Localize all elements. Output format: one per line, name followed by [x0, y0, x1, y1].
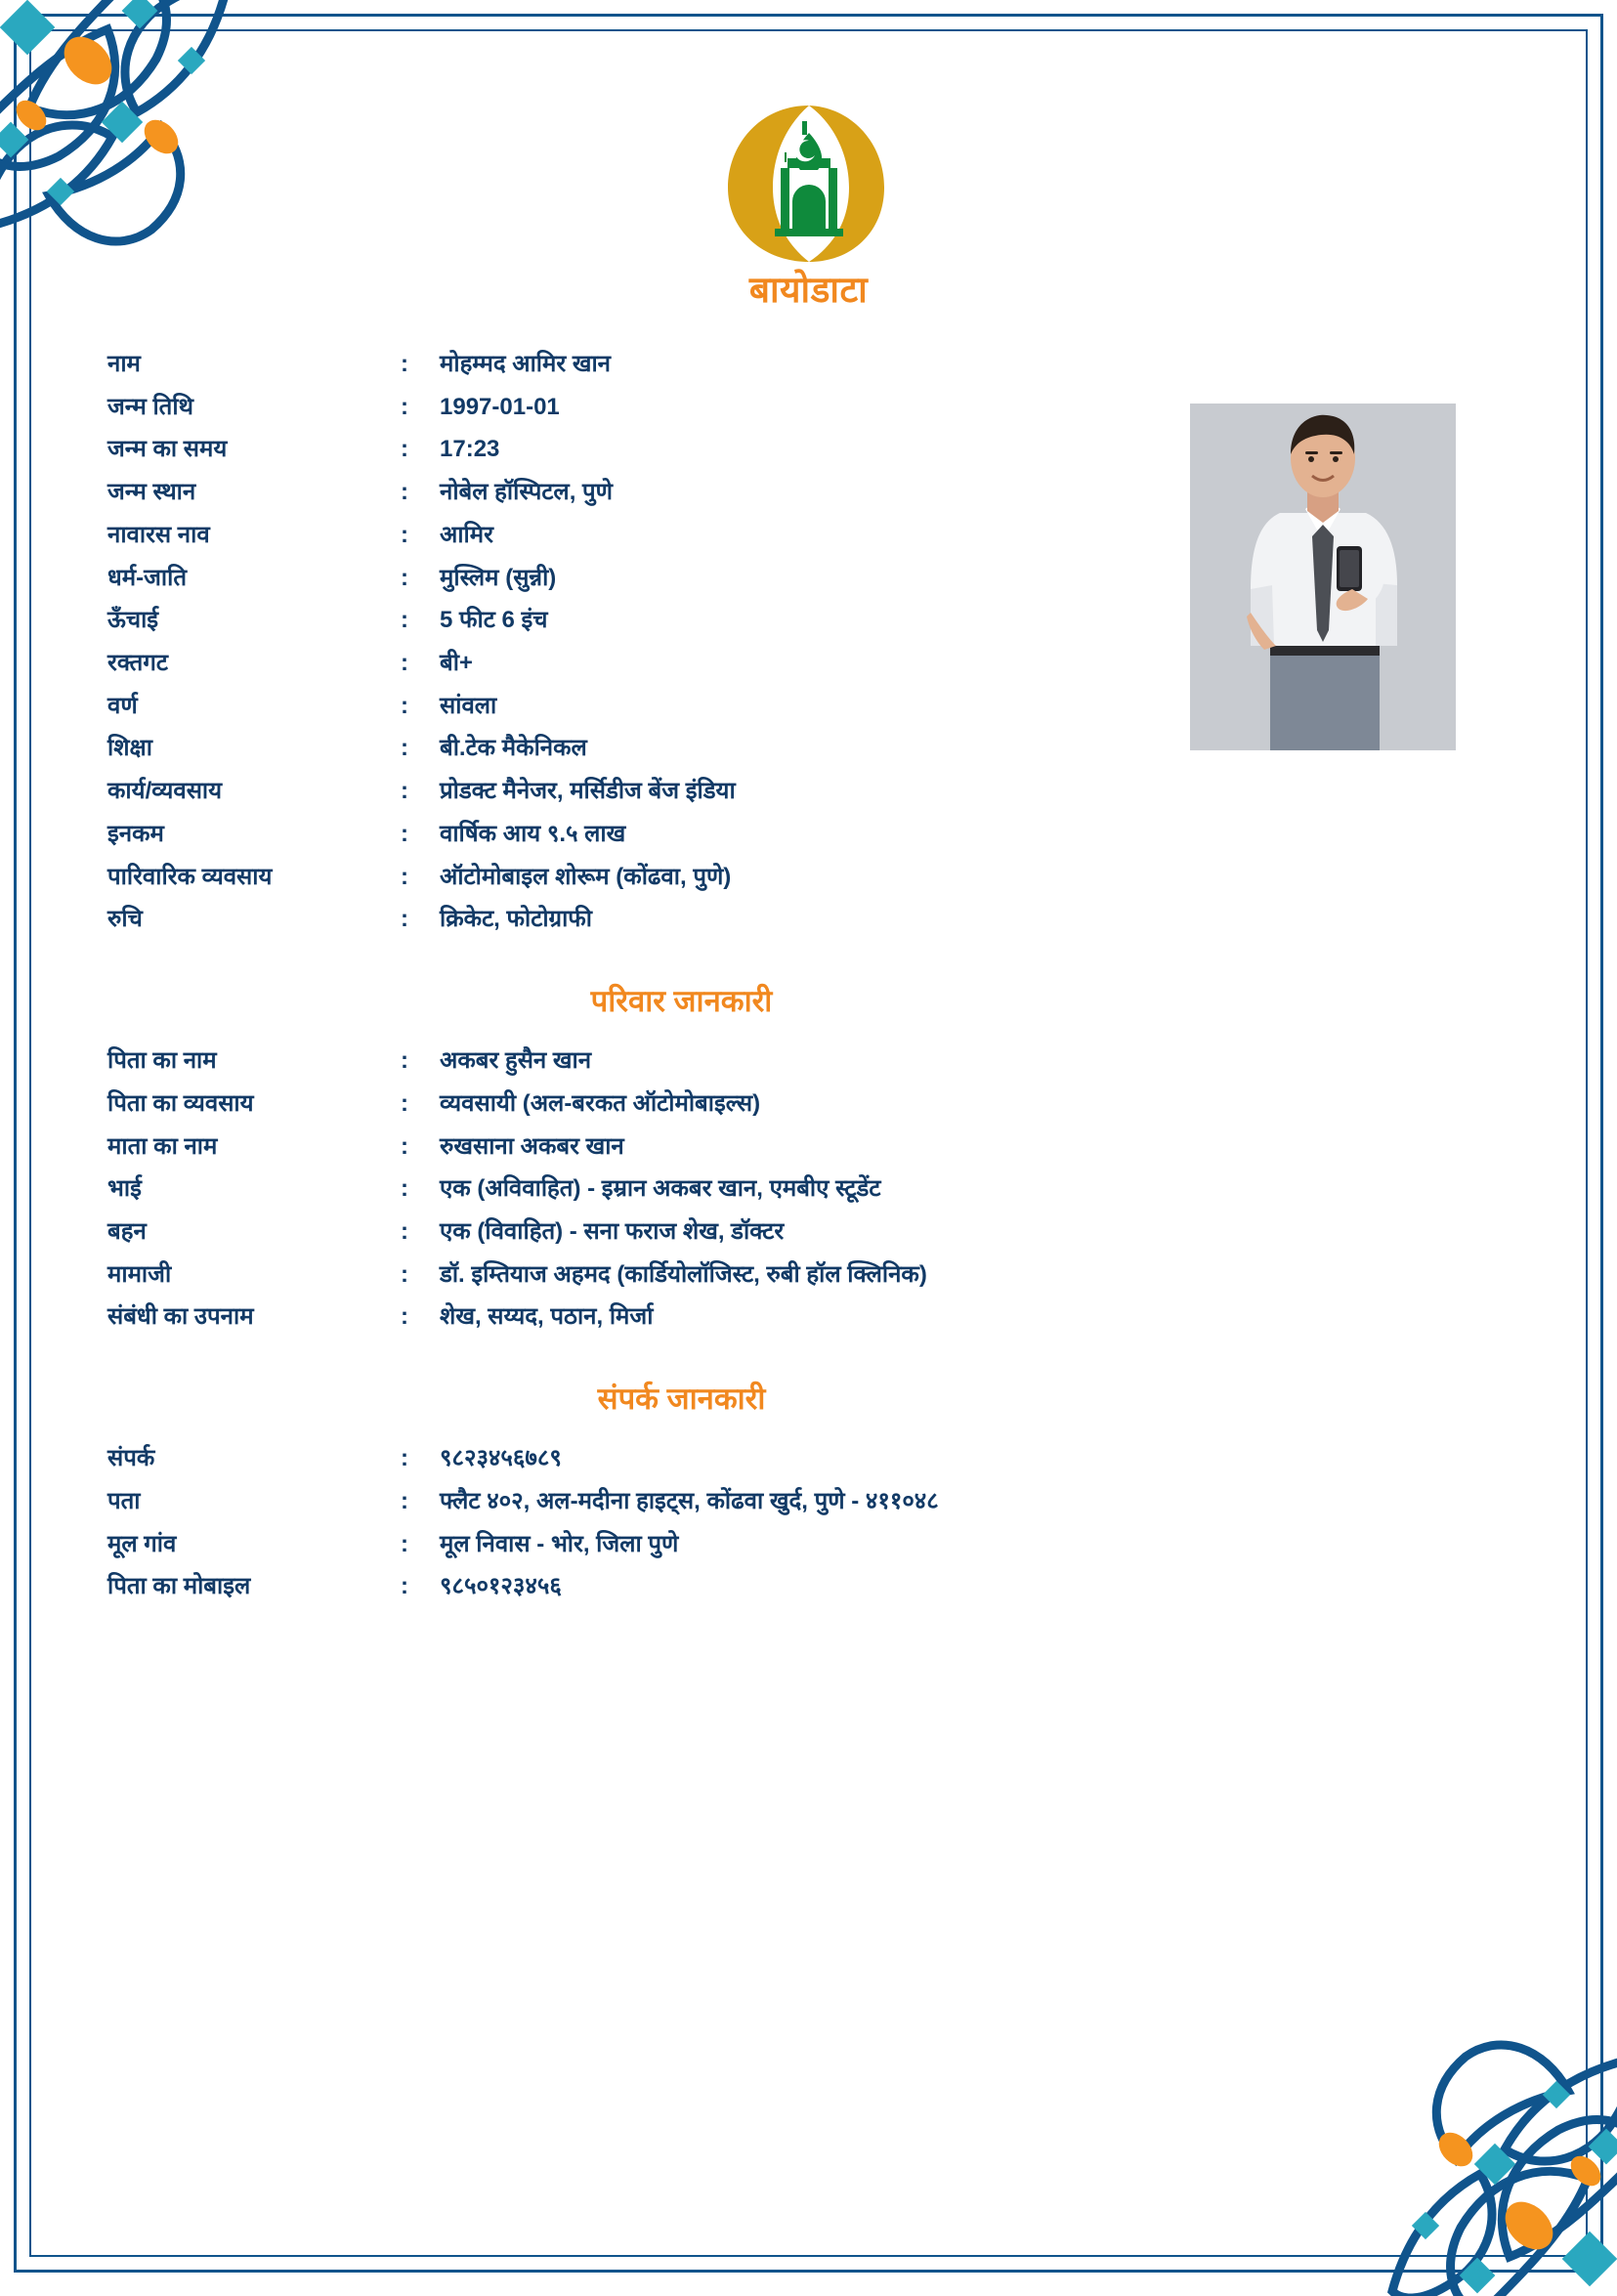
- row-value: सांवला: [440, 692, 497, 719]
- row-value: रुखसाना अकबर खान: [440, 1132, 624, 1160]
- contact-section: [107, 1378, 1510, 1602]
- row-value: 5 फीट 6 इंच: [440, 607, 548, 634]
- row-label: इनकम: [107, 820, 164, 847]
- contact-section-heading: संपर्क जानकारी: [597, 1382, 766, 1417]
- row-value: एक (अविवाहित) - इम्रान अकबर खान, एमबीए स्टूडेंट: [440, 1175, 881, 1203]
- row-separator: :: [401, 778, 408, 805]
- row-value: मुस्लिम (सुन्नी): [440, 564, 557, 591]
- row-label: जन्म तिथि: [107, 393, 193, 420]
- row-separator: :: [401, 863, 408, 890]
- row-separator: :: [401, 1217, 408, 1245]
- table-row: [107, 1046, 1280, 1077]
- row-value: 1997-01-01: [440, 393, 560, 420]
- row-label: पारिवारिक व्यवसाय: [107, 863, 273, 890]
- row-separator: :: [401, 735, 408, 762]
- row-separator: :: [401, 351, 408, 377]
- row-label: मामाजी: [107, 1260, 172, 1288]
- row-value: प्रोडक्ट मैनेजर, मर्सिडीज बेंज इंडिया: [440, 778, 736, 805]
- table-row: [107, 1572, 1280, 1602]
- row-value: आमिर: [440, 521, 493, 548]
- row-value: ऑटोमोबाइल शोरूम (कोंढवा, पुणे): [440, 863, 732, 890]
- row-label: माता का नाम: [107, 1132, 218, 1160]
- row-separator: :: [401, 1132, 408, 1160]
- row-label: मूल गांव: [107, 1530, 177, 1557]
- row-separator: :: [401, 1487, 408, 1514]
- row-value: अकबर हुसैन खान: [440, 1047, 592, 1075]
- table-row: [107, 478, 1045, 508]
- row-value: व्यवसायी (अल-बरकत ऑटोमोबाइल्स): [440, 1089, 761, 1117]
- row-value: बी+: [440, 650, 473, 677]
- row-separator: :: [401, 1175, 408, 1203]
- table-row: [107, 1487, 1280, 1517]
- row-label: रुचि: [107, 906, 143, 933]
- row-value: बी.टेक मैकेनिकल: [440, 735, 587, 762]
- table-row: [107, 1302, 1280, 1333]
- family-rows: [107, 1046, 1280, 1333]
- row-label: जन्म का समय: [107, 436, 228, 463]
- row-separator: :: [401, 607, 408, 634]
- mosque-crescent-icon: [716, 98, 902, 269]
- row-label: नावारस नाव: [107, 521, 210, 548]
- row-separator: :: [401, 479, 408, 506]
- row-value: फ्लैट ४०२, अल-मदीना हाइट्स, कोंढवा खुर्द, पुणे - ४११०४८: [440, 1487, 939, 1514]
- page-title: बायोडाटा: [748, 270, 869, 310]
- table-row: [107, 393, 1045, 423]
- row-label: वर्ण: [107, 692, 138, 719]
- row-label: भाई: [107, 1175, 142, 1203]
- row-label: नाम: [107, 351, 141, 377]
- table-row: [107, 1132, 1280, 1163]
- row-value: ९८२३४५६७८९: [440, 1445, 562, 1472]
- row-value: 17:23: [440, 436, 500, 463]
- table-row: [107, 1089, 1280, 1120]
- table-row: [107, 435, 1045, 465]
- row-separator: :: [401, 1047, 408, 1075]
- table-row: [107, 564, 1045, 594]
- table-row: [107, 905, 1045, 935]
- family-section-heading: परिवार जानकारी: [590, 984, 773, 1019]
- row-separator: :: [401, 393, 408, 420]
- row-value: नोबेल हॉस्पिटल, पुणे: [440, 479, 614, 506]
- row-label: धर्म-जाति: [107, 564, 188, 591]
- row-value: डॉ. इम्तियाज अहमद (कार्डियोलॉजिस्ट, रुबी हॉल क्लिनिक): [440, 1260, 927, 1288]
- table-row: [107, 777, 1045, 807]
- row-separator: :: [401, 1445, 408, 1472]
- row-label: कार्य/व्यवसाय: [107, 778, 223, 805]
- row-value: मोहम्मद आमिर खान: [440, 351, 611, 377]
- row-value: क्रिकेट, फोटोग्राफी: [440, 906, 593, 933]
- row-value: वार्षिक आय ९.५ लाख: [440, 820, 626, 847]
- row-label: रक्तगट: [107, 650, 168, 677]
- candidate-photo: [1190, 404, 1456, 750]
- row-separator: :: [401, 820, 408, 847]
- row-separator: :: [401, 1573, 408, 1600]
- row-separator: :: [401, 1260, 408, 1288]
- table-row: [107, 1260, 1280, 1291]
- row-value: मूल निवास - भोर, जिला पुणे: [440, 1530, 679, 1557]
- row-label: पिता का व्यवसाय: [107, 1089, 254, 1117]
- personal-section: [107, 350, 1510, 935]
- table-row: [107, 350, 1045, 380]
- table-row: [107, 1444, 1280, 1474]
- table-row: [107, 1530, 1280, 1560]
- table-row: [107, 606, 1045, 636]
- row-value: शेख, सय्यद, पठान, मिर्जा: [440, 1303, 654, 1331]
- row-separator: :: [401, 521, 408, 548]
- row-value: एक (विवाहित) - सना फराज शेख, डॉक्टर: [440, 1217, 785, 1245]
- table-row: [107, 649, 1045, 679]
- row-label: ऊँचाई: [107, 607, 159, 634]
- row-label: संपर्क: [107, 1445, 155, 1472]
- row-separator: :: [401, 692, 408, 719]
- photo-illustration: [1190, 404, 1456, 750]
- row-separator: :: [401, 436, 408, 463]
- table-row: [107, 820, 1045, 850]
- row-label: शिक्षा: [107, 735, 152, 762]
- table-row: [107, 1217, 1280, 1248]
- row-label: बहन: [107, 1217, 147, 1245]
- row-value: ९८५०१२३४५६: [440, 1573, 562, 1600]
- table-row: [107, 692, 1045, 722]
- table-row: [107, 863, 1045, 893]
- row-label: संबंधी का उपनाम: [107, 1303, 254, 1331]
- row-label: पिता का मोबाइल: [107, 1573, 251, 1600]
- table-row: [107, 1174, 1280, 1205]
- document-header: [107, 98, 1510, 313]
- row-label: पिता का नाम: [107, 1047, 217, 1075]
- row-label: जन्म स्थान: [107, 479, 196, 506]
- row-separator: :: [401, 1089, 408, 1117]
- row-label: पता: [107, 1487, 141, 1514]
- family-section: [107, 980, 1510, 1333]
- row-separator: :: [401, 650, 408, 677]
- personal-rows: [107, 350, 1045, 935]
- contact-rows: [107, 1444, 1280, 1602]
- row-separator: :: [401, 564, 408, 591]
- row-separator: :: [401, 906, 408, 933]
- row-separator: :: [401, 1530, 408, 1557]
- table-row: [107, 734, 1045, 764]
- table-row: [107, 521, 1045, 551]
- row-separator: :: [401, 1303, 408, 1331]
